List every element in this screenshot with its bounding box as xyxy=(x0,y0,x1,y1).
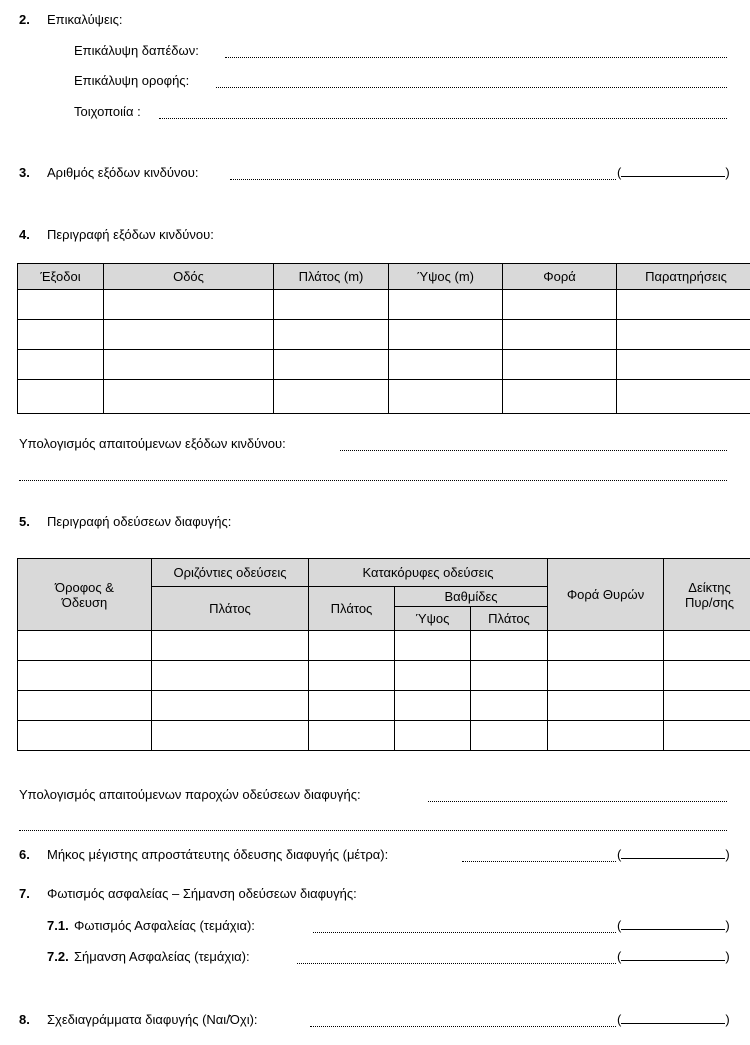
escape-plans-paren-field[interactable]: ( ) xyxy=(617,1012,730,1027)
section-8-number: 8. xyxy=(19,1012,30,1027)
col-horizontal-width: Πλάτος xyxy=(152,587,309,631)
table-cell[interactable] xyxy=(617,350,750,380)
escape-plans-field[interactable] xyxy=(310,1026,616,1027)
exits-count-label: Αριθμός εξόδων κινδύνου: xyxy=(47,165,199,180)
table-cell[interactable] xyxy=(548,631,664,661)
table-cell[interactable] xyxy=(503,350,617,380)
item-7-2-number: 7.2. xyxy=(47,949,69,964)
col-exits: Έξοδοι xyxy=(18,264,104,290)
routes-calc-label: Υπολογισμός απαιτούμενων παροχών οδεύσεων διαφυγής: xyxy=(19,787,361,802)
table-cell[interactable] xyxy=(617,290,750,320)
table-cell[interactable] xyxy=(309,661,395,691)
table-cell[interactable] xyxy=(471,691,548,721)
table-cell[interactable] xyxy=(18,350,104,380)
table-cell[interactable] xyxy=(395,631,471,661)
table-row xyxy=(18,721,750,751)
table-cell[interactable] xyxy=(664,661,750,691)
safety-signage-label: Σήμανση Ασφαλείας (τεμάχια): xyxy=(74,949,250,964)
routes-calc-field-2[interactable] xyxy=(19,830,727,831)
table-row xyxy=(18,320,750,350)
section-4-title: Περιγραφή εξόδων κινδύνου: xyxy=(47,227,214,242)
section-5-number: 5. xyxy=(19,514,30,529)
table-cell[interactable] xyxy=(309,691,395,721)
table-cell[interactable] xyxy=(18,380,104,414)
escape-plans-label: Σχεδιαγράμματα διαφυγής (Ναι/Όχι): xyxy=(47,1012,258,1027)
table-cell[interactable] xyxy=(471,661,548,691)
col-remarks: Παρατηρήσεις xyxy=(617,264,750,290)
table-cell[interactable] xyxy=(548,691,664,721)
col-steps: Βαθμίδες xyxy=(395,587,548,607)
table-cell[interactable] xyxy=(664,691,750,721)
table-cell[interactable] xyxy=(395,691,471,721)
table-cell[interactable] xyxy=(617,320,750,350)
table-cell[interactable] xyxy=(548,661,664,691)
table-row xyxy=(18,661,750,691)
exits-calc-label: Υπολογισμός απαιτούμενων εξόδων κινδύνου: xyxy=(19,436,286,451)
table-cell[interactable] xyxy=(664,631,750,661)
table-row xyxy=(18,691,750,721)
floor-covering-field[interactable] xyxy=(225,57,727,58)
max-route-length-label: Μήκος μέγιστης απροστάτευτης όδευσης διαφυγής (μέτρα): xyxy=(47,847,389,862)
table-cell[interactable] xyxy=(152,691,309,721)
masonry-field[interactable] xyxy=(159,118,727,119)
col-direction: Φορά xyxy=(503,264,617,290)
roof-covering-label: Επικάλυψη οροφής: xyxy=(74,73,190,88)
table-cell[interactable] xyxy=(389,350,503,380)
col-step-width: Πλάτος xyxy=(471,607,548,631)
escape-routes-table xyxy=(17,558,750,751)
table-cell[interactable] xyxy=(503,380,617,414)
col-horizontal-routes: Οριζόντιες οδεύσεις xyxy=(152,559,309,587)
masonry-label: Τοιχοποιία : xyxy=(74,104,141,119)
safety-lighting-label: Φωτισμός Ασφαλείας (τεμάχια): xyxy=(74,918,255,933)
item-7-1-number: 7.1. xyxy=(47,918,69,933)
section-6-number: 6. xyxy=(19,847,30,862)
table-cell[interactable] xyxy=(18,661,152,691)
table-cell[interactable] xyxy=(274,380,389,414)
exits-count-paren-field[interactable]: ( ) xyxy=(617,165,730,180)
col-road: Οδός xyxy=(104,264,274,290)
table-cell[interactable] xyxy=(152,631,309,661)
table-cell[interactable] xyxy=(395,721,471,751)
table-cell[interactable] xyxy=(104,290,274,320)
routes-calc-field[interactable] xyxy=(428,801,727,802)
table-row xyxy=(18,350,750,380)
table-cell[interactable] xyxy=(617,380,750,414)
table-cell[interactable] xyxy=(274,290,389,320)
table-cell[interactable] xyxy=(389,320,503,350)
table-cell[interactable] xyxy=(152,661,309,691)
col-floor-route: Όροφος & Όδευση xyxy=(18,559,152,631)
table-cell[interactable] xyxy=(274,320,389,350)
floor-covering-label: Επικάλυψη δαπέδων: xyxy=(74,43,199,58)
section-2-title: Επικαλύψεις: xyxy=(47,12,123,27)
col-height: Ύψος (m) xyxy=(389,264,503,290)
safety-signage-paren-field[interactable]: ( ) xyxy=(617,949,730,964)
table-cell[interactable] xyxy=(309,631,395,661)
section-2-number: 2. xyxy=(19,12,30,27)
table-cell[interactable] xyxy=(18,721,152,751)
table-cell[interactable] xyxy=(309,721,395,751)
table-row xyxy=(18,290,750,320)
table-cell[interactable] xyxy=(503,290,617,320)
table-cell[interactable] xyxy=(18,631,152,661)
col-door-direction: Φορά Θυρών xyxy=(548,559,664,631)
table-cell[interactable] xyxy=(104,350,274,380)
table-cell[interactable] xyxy=(18,290,104,320)
exits-table xyxy=(17,263,750,414)
table-cell[interactable] xyxy=(104,320,274,350)
table-cell[interactable] xyxy=(389,290,503,320)
table-cell[interactable] xyxy=(18,691,152,721)
table-cell[interactable] xyxy=(503,320,617,350)
roof-covering-field[interactable] xyxy=(216,87,727,88)
section-3-number: 3. xyxy=(19,165,30,180)
max-route-length-paren-field[interactable]: ( ) xyxy=(617,847,730,862)
col-vertical-width: Πλάτος xyxy=(309,587,395,631)
table-cell[interactable] xyxy=(471,631,548,661)
section-7-number: 7. xyxy=(19,886,30,901)
col-fire-index: Δείκτης Πυρ/σης xyxy=(664,559,750,631)
col-width: Πλάτος (m) xyxy=(274,264,389,290)
table-cell[interactable] xyxy=(471,721,548,751)
exits-count-field[interactable] xyxy=(230,179,616,180)
table-cell[interactable] xyxy=(395,661,471,691)
table-cell[interactable] xyxy=(18,320,104,350)
table-cell[interactable] xyxy=(104,380,274,414)
table-row xyxy=(18,631,750,661)
table-cell[interactable] xyxy=(664,721,750,751)
section-4-number: 4. xyxy=(19,227,30,242)
max-route-length-field[interactable] xyxy=(462,861,616,862)
safety-signage-field[interactable] xyxy=(297,963,616,964)
safety-lighting-field[interactable] xyxy=(313,932,616,933)
col-vertical-routes: Κατακόρυφες οδεύσεις xyxy=(309,559,548,587)
table-row xyxy=(18,380,750,414)
table-cell[interactable] xyxy=(274,350,389,380)
section-5-title: Περιγραφή οδεύσεων διαφυγής: xyxy=(47,514,232,529)
col-step-height: Ύψος xyxy=(395,607,471,631)
table-cell[interactable] xyxy=(548,721,664,751)
exits-calc-field[interactable] xyxy=(340,450,727,451)
table-cell[interactable] xyxy=(152,721,309,751)
safety-lighting-paren-field[interactable]: ( ) xyxy=(617,918,730,933)
table-cell[interactable] xyxy=(389,380,503,414)
section-7-title: Φωτισμός ασφαλείας – Σήμανση οδεύσεων διαφυγής: xyxy=(47,886,357,901)
exits-calc-field-2[interactable] xyxy=(19,480,727,481)
